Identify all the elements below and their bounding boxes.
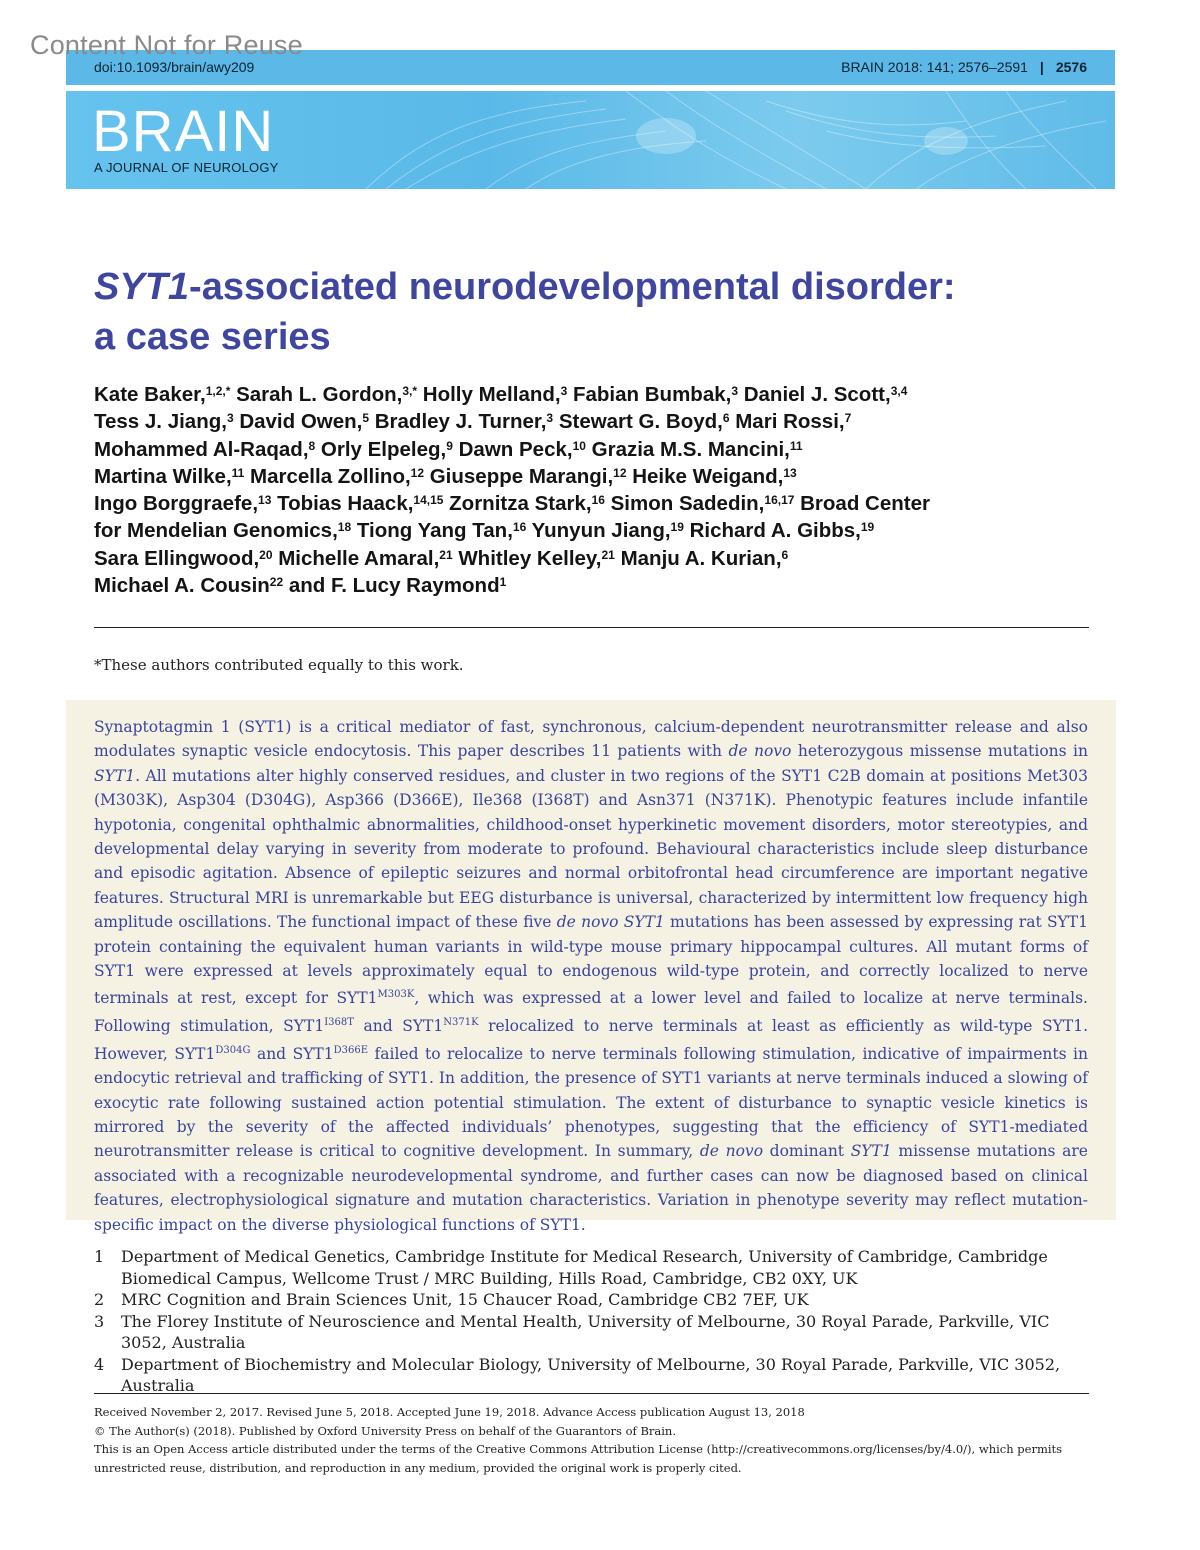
abstract-superscript: I368T bbox=[324, 1017, 354, 1029]
author-affiliation-marker: 3 bbox=[546, 411, 554, 426]
abstract-segment: Synaptotagmin 1 (SYT1) is a critical mediator of fast, synchronous, calcium-dependent neurotransmitter release and also modulates synaptic vesicle endocytosis. This paper describes 11 patients with bbox=[94, 718, 1088, 761]
author-name: Ingo Borggraefe, bbox=[94, 492, 259, 516]
abstract-italic-text: de novo bbox=[728, 742, 792, 761]
author-name: Holly Melland, bbox=[422, 383, 561, 406]
author-line bbox=[94, 463, 1094, 490]
title-line1: -associated neurodevelopmental disorder: bbox=[189, 266, 956, 308]
affiliation-number: 3 bbox=[94, 1311, 105, 1331]
abstract-segment: and SYT1 bbox=[250, 1044, 334, 1063]
affiliation-number: 4 bbox=[94, 1354, 105, 1374]
article-title bbox=[94, 262, 1094, 362]
doi-link[interactable]: doi:10.1093/brain/awy209 bbox=[94, 59, 255, 75]
author-name: Tiong Yang Tan, bbox=[356, 519, 513, 543]
author-name: Giuseppe Marangi, bbox=[429, 464, 614, 488]
abstract-italic-text: SYT1 bbox=[850, 1142, 892, 1161]
affiliation-text: Department of Biochemistry and Molecular Biology, University of Melbourne, 30 Royal Parade, Parkville, VIC 3052, Australia bbox=[121, 1354, 1061, 1395]
abstract-italic-text: de novo SYT1 bbox=[556, 913, 665, 932]
abstract-box bbox=[66, 700, 1116, 1234]
author-name: Broad Center bbox=[800, 492, 930, 516]
author-name: Tess J. Jiang, bbox=[94, 410, 227, 434]
title-gene: SYT1 bbox=[94, 266, 190, 308]
abstract-segment: . All mutations alter highly conserved residues, and cluster in two regions of the SYT1 C2B domain at positions Met303 (M303K), Asp304 (D304G), Asp366 (D366E), Ile368 (I368T) and Asn371 (N371K). Phenotypic features include infantile hypotonia, congenital ophthalmic abnormalities, childhood-onset hyperkinetic movement disorders, motor stereotypies, and developmental delay varying in severity from moderate to profound. Behavioural characteristics include sleep disturbance and episodic agitation. Absence of epileptic seizures and normal orbitofrontal head circumference are important negative features. Structural MRI is unremarkable but EEG disturbance is universal, characterized by intermittent low frequency high amplitude oscillations. The functional impact of these five bbox=[94, 766, 1088, 932]
citation-info bbox=[841, 59, 1087, 75]
author-name: Tobias Haack, bbox=[277, 492, 414, 516]
affiliation-item bbox=[94, 1354, 1094, 1397]
footer-rule bbox=[94, 1393, 1089, 1394]
author-affiliation-marker: 10 bbox=[572, 438, 586, 453]
footer-notes bbox=[94, 1403, 1089, 1477]
author-affiliation-marker: 13 bbox=[258, 493, 272, 508]
author-affiliation-marker: 6 bbox=[722, 411, 730, 426]
author-affiliation-marker: 22 bbox=[269, 575, 284, 590]
abstract-superscript: M303K bbox=[377, 989, 415, 1001]
author-name: Sara Ellingwood, bbox=[94, 546, 260, 570]
author-name: Richard A. Gibbs, bbox=[689, 519, 861, 543]
author-name: Dawn Peck, bbox=[458, 437, 573, 461]
affiliation-item bbox=[94, 1311, 1094, 1354]
author-affiliation-marker: 21 bbox=[439, 547, 453, 562]
abstract-text bbox=[94, 715, 1088, 1237]
author-affiliation-marker: 14,15 bbox=[413, 493, 444, 508]
abstract-segment: heterozygous missense mutations in bbox=[791, 742, 1088, 761]
author-line bbox=[94, 545, 1094, 572]
author-affiliation-marker: 1,2,* bbox=[205, 384, 231, 398]
author-name: and F. Lucy Raymond bbox=[288, 574, 500, 598]
author-line bbox=[94, 381, 1094, 408]
license-text: This is an Open Access article distributed under the terms of the Creative Commons Attribution License (http://creativecommons.org/licenses/by/4.0/), which permits unrestricted reuse, distribution, and reproduction in any medium, provided the original work is properly cited. bbox=[94, 1442, 1063, 1475]
author-affiliation-marker: 3,* bbox=[402, 384, 418, 398]
author-name: Whitley Kelley, bbox=[458, 546, 602, 570]
abstract-superscript: D304G bbox=[215, 1044, 251, 1056]
author-affiliation-marker: 21 bbox=[601, 547, 615, 562]
equal-contribution-note: *These authors contributed equally to this work. bbox=[94, 656, 464, 674]
citation-text: BRAIN 2018: 141; 2576–2591 bbox=[841, 59, 1028, 75]
author-name: Grazia M.S. Mancini, bbox=[591, 437, 790, 461]
author-affiliation-marker: 7 bbox=[844, 411, 852, 426]
abstract-superscript: D366E bbox=[333, 1044, 369, 1056]
abstract-segment: missense mutations are associated with a recognizable neurodevelopmental syndrome, and further cases can now be diagnosed based on clinical features, electrophysiological signature and mutation characteristics. Variation in phenotype severity may reflect mutation-specific impact on the diverse physiological functions of SYT1. bbox=[94, 1142, 1088, 1234]
author-affiliation-marker: 12 bbox=[410, 465, 425, 480]
author-name: Martina Wilke, bbox=[94, 464, 232, 488]
author-name: Orly Elpeleg, bbox=[320, 437, 447, 461]
author-affiliation-marker: 3 bbox=[226, 411, 234, 426]
affiliation-number: 2 bbox=[94, 1290, 105, 1309]
divider-rule bbox=[94, 627, 1089, 628]
author-name: Sarah L. Gordon, bbox=[236, 383, 403, 406]
abstract-italic-text: SYT1 bbox=[94, 766, 136, 785]
abstract-segment: , which was expressed at a lower level and failed to localize at nerve terminals. Following stimulation, SYT1 bbox=[94, 989, 1088, 1036]
author-line bbox=[94, 436, 1094, 463]
author-affiliation-marker: 3 bbox=[731, 384, 739, 398]
author-name: Marcella Zollino, bbox=[250, 464, 411, 488]
author-name: Simon Sadedin, bbox=[610, 492, 765, 516]
author-affiliation-marker: 16 bbox=[512, 520, 527, 535]
affiliation-text: MRC Cognition and Brain Sciences Unit, 15 Chaucer Road, Cambridge CB2 7EF, UK bbox=[121, 1290, 809, 1309]
author-affiliation-marker: 18 bbox=[337, 520, 352, 535]
author-affiliation-marker: 11 bbox=[789, 438, 803, 453]
journal-banner bbox=[66, 91, 1115, 189]
author-line bbox=[94, 572, 1094, 599]
abstract-segment: relocalized to nerve terminals at least as efficiently as wild-type SYT1. However, SYT1 bbox=[94, 1017, 1089, 1063]
author-affiliation-marker: 20 bbox=[259, 547, 273, 562]
affiliation-number: 1 bbox=[94, 1247, 105, 1266]
publication-dates: Received November 2, 2017. Revised June 5, 2018. Accepted June 19, 2018. Advance Access publication August 13, 2018 bbox=[94, 1405, 805, 1419]
abstract-segment: failed to relocalize to nerve terminals following stimulation, indicative of impairments in endocytic retrieval and trafficking of SYT1. In addition, the presence of SYT1 variants at nerve terminals induced a slowing of exocytic rate following sustained action potential stimulation. The extent of disturbance to synaptic vesicle kinetics is mirrored by the severity of the affected individuals’ phenotypes, suggesting that the efficiency of SYT1-mediated neurotransmitter release is critical to cognitive development. In summary, bbox=[94, 1044, 1088, 1161]
author-line bbox=[94, 490, 1094, 517]
author-affiliation-marker: 16 bbox=[591, 493, 605, 508]
author-affiliation-marker: 19 bbox=[860, 520, 875, 535]
author-name: David Owen, bbox=[239, 410, 363, 434]
author-affiliation-marker: 19 bbox=[670, 520, 684, 535]
author-name: Heike Weigand, bbox=[632, 464, 784, 488]
copyright-line: © The Author(s) (2018). Published by Oxford University Press on behalf of the Guarantors of Brain. bbox=[94, 1423, 676, 1438]
author-affiliation-marker: 13 bbox=[783, 465, 797, 480]
author-affiliation-marker: 3 bbox=[560, 384, 568, 398]
author-name: Zornitza Stark, bbox=[449, 492, 592, 516]
abstract-segment: and SYT1 bbox=[353, 1017, 444, 1036]
author-name: Daniel J. Scott, bbox=[743, 383, 891, 406]
author-affiliation-marker: 5 bbox=[362, 411, 370, 426]
author-name: Michael A. Cousin bbox=[94, 574, 270, 598]
author-line bbox=[94, 517, 1094, 544]
abstract-segment: mutations has been assessed by expressing rat SYT1 protein containing the equivalent human variants in wild-type mouse primary hippocampal cultures. All mutant forms of SYT1 were expressed at levels approximately equal to endogenous wild-type protein, and correctly localized to nerve terminals at rest, except for SYT1 bbox=[94, 913, 1088, 1008]
author-list bbox=[94, 381, 1094, 599]
author-affiliation-marker: 6 bbox=[781, 547, 789, 562]
page-number: 2576 bbox=[1055, 59, 1087, 75]
author-name: Yunyun Jiang, bbox=[531, 519, 671, 543]
affiliation-text: Department of Medical Genetics, Cambridge Institute for Medical Research, University of Cambridge, Cambridge Biomedical Campus, Wellcome Trust / MRC Building, Hills Road, Cambridge, CB2 0XY, UK bbox=[121, 1247, 1048, 1288]
author-affiliation-marker: 8 bbox=[308, 438, 316, 453]
affiliation-text: The Florey Institute of Neuroscience and Mental Health, University of Melbourne, 30 Royal Parade, Parkville, VIC 3052, Australia bbox=[121, 1311, 1050, 1352]
journal-subtitle: A JOURNAL OF NEUROLOGY bbox=[94, 160, 279, 175]
divider: | bbox=[1039, 59, 1044, 75]
author-name: Mohammed Al-Raqad, bbox=[94, 437, 309, 461]
journal-logo: BRAIN bbox=[92, 99, 275, 164]
author-name: Manju A. Kurian, bbox=[620, 546, 782, 570]
abstract-segment: dominant bbox=[763, 1142, 851, 1161]
title-line2: a case series bbox=[94, 316, 331, 358]
author-name: Stewart G. Boyd, bbox=[558, 410, 723, 434]
author-affiliation-marker: 1 bbox=[499, 575, 507, 590]
abstract-italic-text: de novo bbox=[699, 1142, 764, 1161]
affiliation-item bbox=[94, 1289, 1094, 1311]
affiliation-item bbox=[94, 1246, 1094, 1289]
author-line bbox=[94, 408, 1094, 435]
author-name: Michelle Amaral, bbox=[278, 546, 440, 570]
author-name: for Mendelian Genomics, bbox=[94, 519, 338, 543]
author-affiliation-marker: 11 bbox=[231, 465, 245, 480]
abstract-superscript: N371K bbox=[443, 1017, 479, 1029]
author-name: Kate Baker, bbox=[94, 383, 206, 406]
author-name: Fabian Bumbak, bbox=[572, 383, 732, 406]
author-affiliation-marker: 9 bbox=[446, 438, 453, 453]
author-name: Bradley J. Turner, bbox=[374, 410, 547, 434]
author-affiliation-marker: 3,4 bbox=[890, 384, 908, 398]
affiliations-list bbox=[94, 1246, 1094, 1397]
author-affiliation-marker: 16,17 bbox=[764, 493, 795, 508]
watermark-text: Content Not for Reuse bbox=[30, 30, 303, 60]
author-affiliation-marker: 12 bbox=[613, 465, 627, 480]
author-name: Mari Rossi, bbox=[735, 410, 845, 434]
